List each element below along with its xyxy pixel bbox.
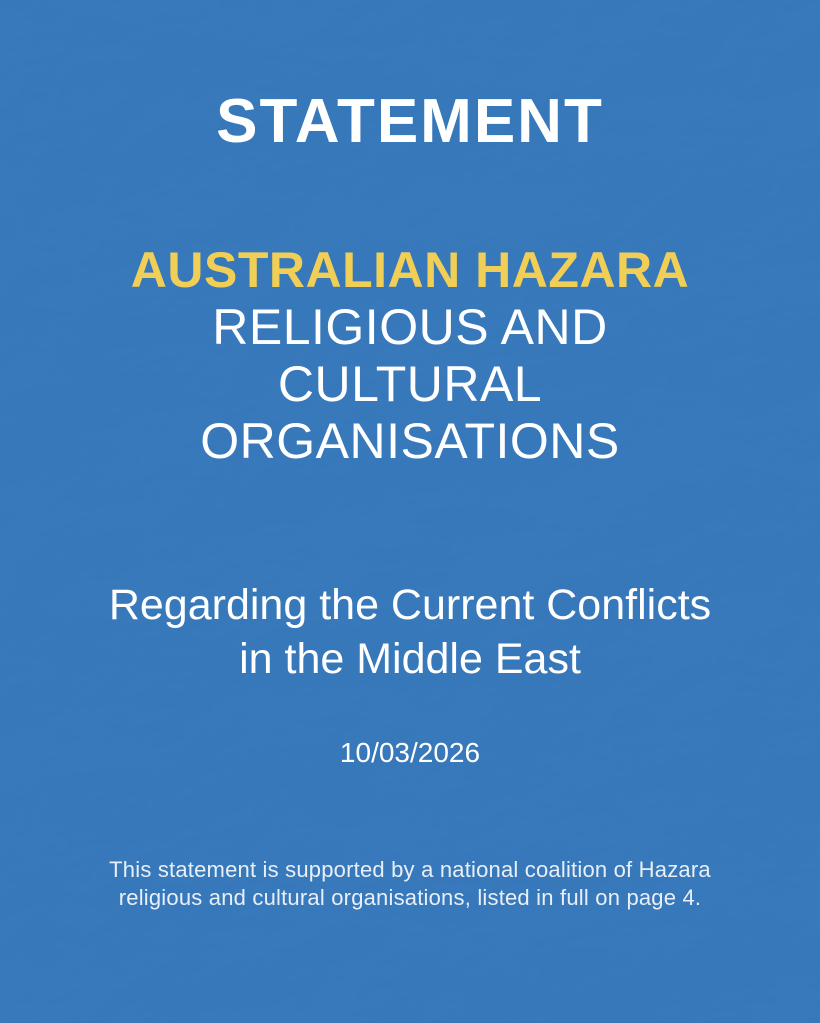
statement-subtitle-line: Regarding the Current Conflicts xyxy=(108,581,712,629)
statement-heading: STATEMENT xyxy=(216,87,604,156)
organisation-title-highlight: AUSTRALIAN HAZARA xyxy=(130,242,690,298)
organisation-title xyxy=(0,242,820,470)
organisation-title-line: RELIGIOUS AND xyxy=(212,299,608,355)
organisation-title-line: CULTURAL xyxy=(277,356,543,412)
footer-note xyxy=(0,856,820,912)
footer-note-line: This statement is supported by a national coalition of Hazara xyxy=(109,857,711,882)
statement-subtitle-line: in the Middle East xyxy=(239,635,581,683)
statement-subtitle xyxy=(0,578,820,686)
statement-date: 10/03/2026 xyxy=(339,737,481,768)
organisation-title-line: ORGANISATIONS xyxy=(200,413,620,469)
footer-note-line: religious and cultural organisations, listed in full on page 4. xyxy=(118,885,702,910)
